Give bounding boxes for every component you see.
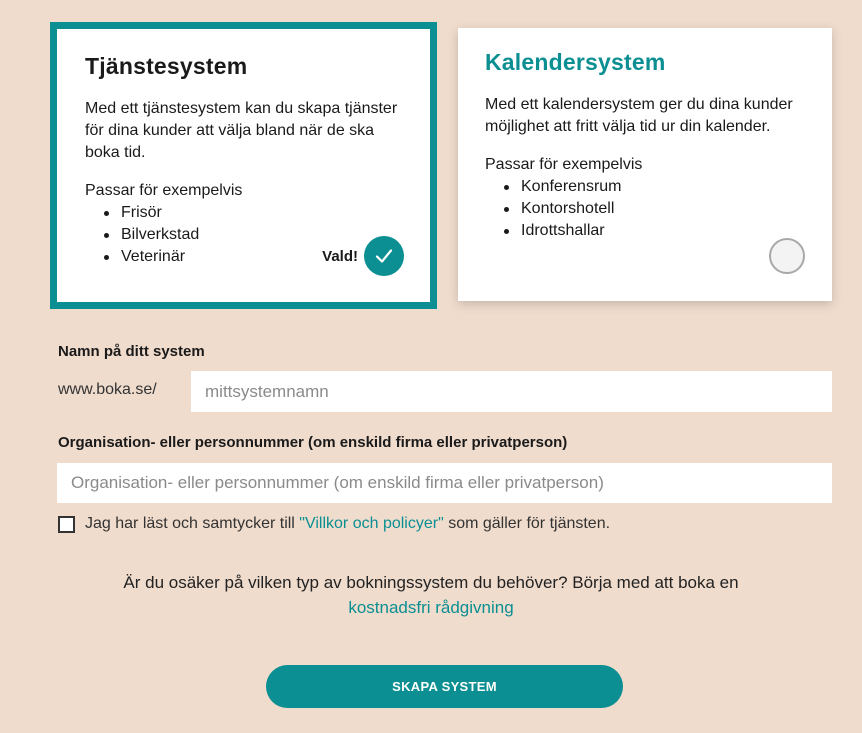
consent-row [58,515,610,533]
list-item: Frisör [101,202,402,224]
consent-text-after: som gäller för tjänsten. [443,515,611,532]
service-system-title: Tjänstesystem [85,53,248,79]
terms-link[interactable]: "Villkor och policyer" [299,515,444,532]
selected-indicator[interactable] [322,236,404,276]
list-item: Veterinär [101,246,402,268]
calendar-system-title: Kalendersystem [485,49,666,75]
list-item: Idrottshallar [501,220,805,242]
selected-label: Vald! [322,247,358,265]
service-fit-label: Passar för exempelvis [85,182,243,199]
service-system-card[interactable] [50,22,437,309]
calendar-examples-list [501,176,805,242]
system-name-input[interactable] [191,371,832,412]
org-number-label: Organisation- eller personnummer (om enskild firma eller privatperson) [58,434,568,451]
list-item: Bilverkstad [101,224,402,246]
advice-text: Är du osäker på vilken typ av bokningssystem du behöver? Börja med att boka en [123,573,739,592]
org-number-input[interactable] [57,463,832,503]
create-system-button[interactable]: SKAPA SYSTEM [266,665,623,708]
url-prefix: www.boka.se/ [58,381,157,398]
consent-text-before: Jag har läst och samtycker till [85,515,300,532]
calendar-system-description: Med ett kalendersystem ger du dina kunder möjlighet att fritt välja tid ur din kalender. [485,96,793,135]
list-item: Konferensrum [501,176,805,198]
calendar-system-card[interactable] [458,28,832,301]
advice-text-block [0,570,862,620]
radio-unselected-icon[interactable] [769,238,805,274]
list-item: Kontorshotell [501,198,805,220]
free-consultation-link[interactable]: kostnadsfri rådgivning [348,598,514,617]
system-name-label: Namn på ditt system [58,343,205,360]
check-icon[interactable] [364,236,404,276]
consent-checkbox[interactable] [58,516,75,533]
service-system-description: Med ett tjänstesystem kan du skapa tjänster för dina kunder att välja bland när de ska boka tid. [85,100,398,161]
calendar-fit-label: Passar för exempelvis [485,156,643,173]
